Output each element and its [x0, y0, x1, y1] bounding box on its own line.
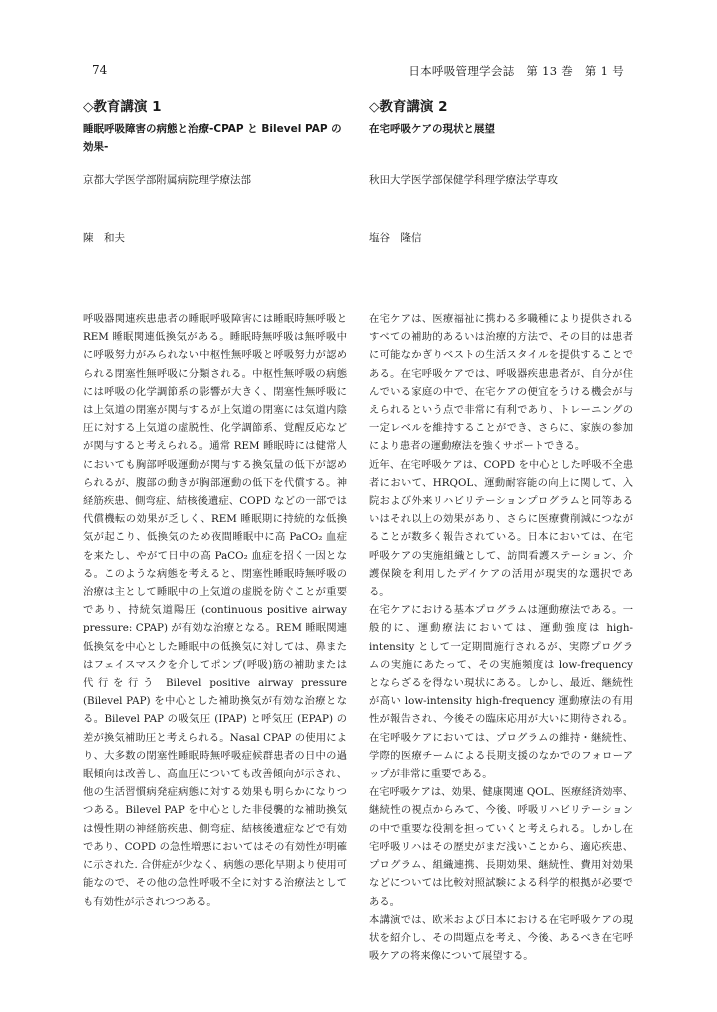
lecture-label: ◇教育講演 2 — [369, 99, 448, 115]
abstract-left-column — [83, 97, 347, 911]
abstract-paragraph: 在宅ケアは、医療福祉に携わる多職種により提供されるすべての補助的あるいは治療的方法で、その目的は患者に可能なかぎりベストの生活スタイルを提供することである。在宅呼吸ケアでは、呼吸器疾患患者が、自分が住んでいる家庭の中で、在宅ケアの便宜をうける機会が与えられるという点で非常に有利であり、トレーニングの一定レベルを維持することができ、さらに、家族の参加により患者の運動療法を強くサポートできる。 — [369, 313, 633, 453]
abstract-paragraph: 在宅呼吸ケアは、効果、健康関連 QOL、医療経済効率、継続性の視点からみて、今後、呼吸リハビリテーションの中で重要な役割を担っていくと考えられる。しかし在宅呼吸リハはその歴史がまだ浅いことから、適応疾患、プログラム、組織連携、長期効果、継続性、費用対効果などについては比較対照試験による科学的根拠が必要である。 — [369, 786, 633, 908]
author-affiliation: 秋田大学医学部保健学科理学療法学専攻 — [369, 174, 558, 186]
abstract-paragraph: 本講演では、欧米および日本における在宅呼吸ケアの現状を紹介し、その問題点を考え、今後、あるべき在宅呼吸ケアの将来像について展望する。 — [369, 913, 633, 963]
lecture-title: 在宅呼吸ケアの現状と展望 — [369, 123, 495, 135]
abstract-paragraph: 近年、在宅呼吸ケアは、COPD を中心とした呼吸不全患者において、HRQOL、運動耐容能の向上に関して、入院および外来リハビリテーションプログラムと同等あるいはそれ以上の効果があり、さらに医療費削減につながることが数多く報告されている。日本においては、在宅呼吸ケアの実施組織として、訪問看護ステーション、介護保険を利用したデイケアの活用が現実的な選択である。 — [369, 458, 633, 599]
abstract-paragraph: 呼吸器関連疾患患者の睡眠呼吸障害には睡眠時無呼吸と REM 睡眠関連低換気がある。睡眠時無呼吸は無呼吸中に呼吸努力がみられない中枢性無呼吸と呼吸努力が認められる閉塞性無呼吸に分類される。中枢性無呼吸の病態には呼吸の化学調節系の影響が大きく、閉塞性無呼吸には上気道の閉塞が関与するが上気道の閉塞には気道内陰圧に対する上気道の虚脱性、化学調節系、覚醒反応などが関与すると考えられる。通常 REM 睡眠時には健常人においても胸部呼吸運動が関与する換気量の低下が認められるが、腹部の動きが胸部運動の低下を代償する。神経筋疾患、側弯症、結核後遺症、COPD などの一部では代償機転の効果が乏しく、REM 睡眠期に持続的な低換気が起こり、低換気のため夜間睡眠中に高 PaCO₂ 血症を来たし、やがて日中の高 PaCO₂ 血症を招く一因となる。このような病態を考えると、閉塞性睡眠時無呼吸の治療は主として睡眠中の上気道の虚脱を防ぐことが重要であり、持続気道陽圧 (continuous positive airway pressure: CPAP) が有効な治療となる。REM 睡眠関連低換気を中心とした睡眠中の低換気に対しては、鼻またはフェイスマスクを介してポンプ(呼吸)筋の補助または代行を行う Bilevel positive airway pressure (Bilevel PAP) を中心とした補助換気が有効な治療となる。Bilevel PAP の吸気圧 (IPAP) と呼気圧 (EPAP) の差が換気補助圧と考えられる。Nasal CPAP の使用により、大多数の閉塞性睡眠時無呼吸症候群患者の日中の過眠傾向は改善し、高血圧についても改善傾向が示され、他の生活習慣病発症病態に対する効果も明らかになりつつある。Bilevel PAP を中心とした非侵襲的な補助換気は慢性期の神経筋疾患、側弯症、結核後遺症などで有効であり、COPD の急性増悪においてはその有効性が明確に示された. 合併症が少なく、病態の悪化早期より使用可能なので、その他の急性呼吸不全に対する治療法としても有効性が示されつつある。 — [83, 313, 347, 908]
abstract-paragraph: 在宅ケアにおける基本プログラムは運動療法である。一般的に、運動療法においては、運動強度は high-intensity として一定期間施行されるが、実際プログラムの実施にあたって、その実施頻度は low-frequency とならざるを得ない現状にある。しかし、最近、継続性が高い low-intensity high-frequency 運動療法の有用性が報告され、今後その臨床応用が大いに期待される。在宅呼吸ケアにおいては、プログラムの維持・継続性、学際的医療チームによる長期支援のなかでのフォローアップが非常に重要である。 — [369, 604, 633, 781]
author-affiliation: 京都大学医学部附属病院理学療法部 — [83, 174, 251, 186]
journal-header: 日本呼吸管理学会誌 第 13 巻 第 1 号 — [408, 64, 624, 78]
author-name: 塩谷 隆信 — [369, 232, 422, 244]
page-number: 74 — [92, 63, 108, 77]
lecture-label: ◇教育講演 1 — [83, 99, 162, 115]
author-name: 陳 和夫 — [83, 232, 125, 244]
lecture-title: 睡眠呼吸障害の病態と治療-CPAP と Bilevel PAP の効果- — [83, 123, 342, 153]
abstract-body — [83, 310, 347, 911]
abstract-right-column — [369, 97, 633, 965]
abstract-body — [369, 310, 633, 965]
